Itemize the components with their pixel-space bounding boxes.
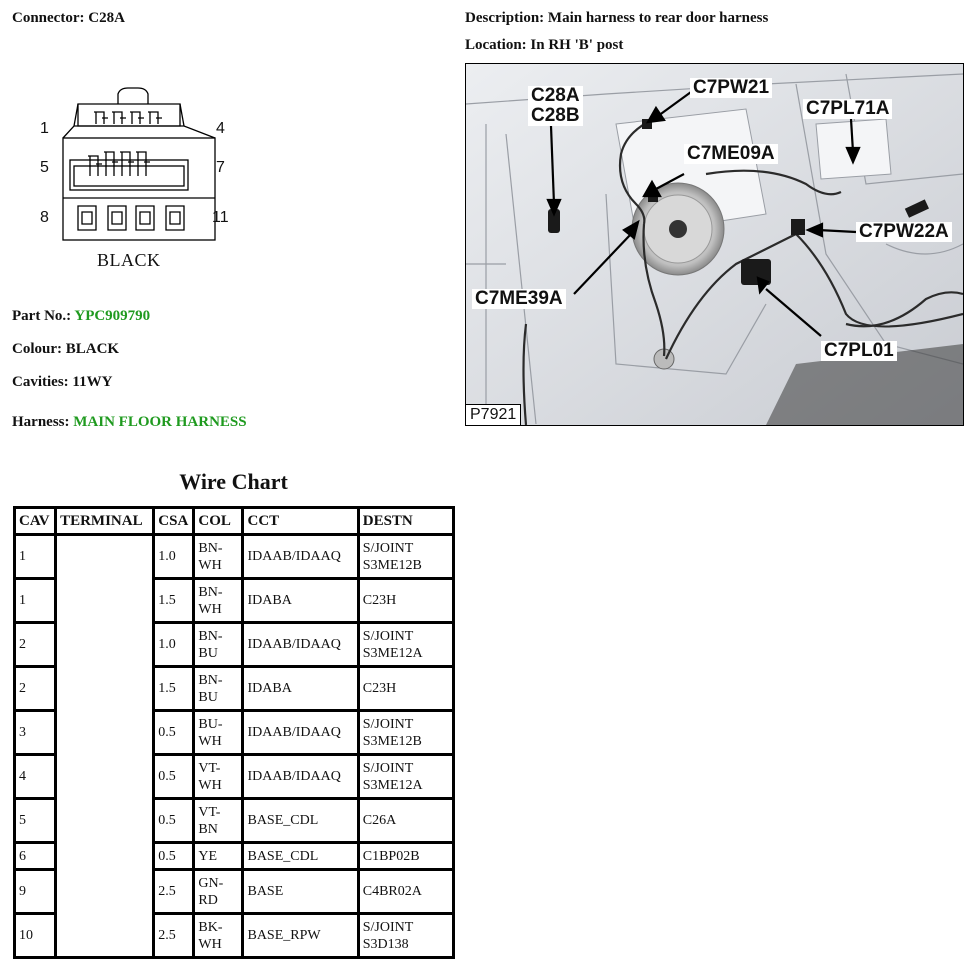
callout-c28a-c28b: C28A C28B (528, 86, 583, 126)
wire-chart-title: Wire Chart (179, 469, 288, 494)
wire-chart-table (13, 506, 455, 959)
cell-cct: IDABA (243, 667, 358, 711)
colour-label: Colour: (12, 341, 62, 357)
harness-link[interactable]: MAIN FLOOR HARNESS (73, 414, 247, 430)
cell-col: BK- WH (194, 914, 243, 958)
cell-col: YE (194, 843, 243, 870)
cell-cav: 5 (15, 799, 56, 843)
cell-cav: 2 (15, 667, 56, 711)
harness-label: Harness: (12, 414, 70, 430)
cell-cav: 9 (15, 870, 56, 914)
cell-cav: 2 (15, 623, 56, 667)
location-illustration (465, 63, 964, 426)
cell-cav: 6 (15, 843, 56, 870)
cell-csa: 0.5 (154, 843, 194, 870)
pin-label-5: 5 (40, 159, 49, 176)
part-no-label: Part No.: (12, 308, 72, 324)
callout-c7me39a: C7ME39A (472, 289, 566, 309)
cell-destn: C23H (358, 667, 453, 711)
description-heading (465, 10, 768, 27)
location-heading (465, 37, 623, 54)
cell-csa: 1.0 (154, 535, 194, 579)
cell-destn: C26A (358, 799, 453, 843)
cell-col: BN- WH (194, 535, 243, 579)
cell-cct: IDAAB/IDAAQ (243, 623, 358, 667)
cell-col: BN- BU (194, 667, 243, 711)
cell-destn: S/JOINT S3ME12A (358, 755, 453, 799)
pin-label-1: 1 (40, 120, 49, 137)
cell-col: BU- WH (194, 711, 243, 755)
cell-cct: IDAAB/IDAAQ (243, 755, 358, 799)
cell-col: BN- WH (194, 579, 243, 623)
callout-c7me09a: C7ME09A (684, 144, 778, 164)
cell-cct: BASE_CDL (243, 799, 358, 843)
location-label: Location: (465, 37, 527, 53)
cell-cct: IDAAB/IDAAQ (243, 711, 358, 755)
cell-cct: BASE (243, 870, 358, 914)
cell-destn: S/JOINT S3ME12B (358, 711, 453, 755)
cell-col: GN- RD (194, 870, 243, 914)
col-header-terminal: TERMINAL (56, 508, 154, 535)
cavities-row (12, 374, 112, 391)
cavities-value: 11WY (72, 374, 113, 390)
wire-chart-header-row (15, 508, 454, 535)
cell-destn: S/JOINT S3D138 (358, 914, 453, 958)
pin-label-7: 7 (216, 159, 225, 176)
pin-label-11: 11 (212, 209, 229, 226)
cell-col: VT- BN (194, 799, 243, 843)
cell-destn: C23H (358, 579, 453, 623)
callout-c7pw22a: C7PW22A (856, 222, 952, 242)
cell-col: VT- WH (194, 755, 243, 799)
cell-csa: 1.5 (154, 579, 194, 623)
connector-label: Connector: (12, 10, 85, 26)
cell-destn: S/JOINT S3ME12B (358, 535, 453, 579)
wire-chart-body (15, 535, 454, 958)
location-value: In RH 'B' post (530, 37, 624, 53)
harness-row (12, 414, 247, 431)
callout-c7pl71a: C7PL71A (803, 99, 892, 119)
cell-cav: 3 (15, 711, 56, 755)
cell-cav: 1 (15, 579, 56, 623)
cell-cav: 1 (15, 535, 56, 579)
cell-cav: 4 (15, 755, 56, 799)
cavities-label: Cavities: (12, 374, 69, 390)
cell-cav: 10 (15, 914, 56, 958)
description-value: Main harness to rear door harness (547, 10, 769, 26)
cell-csa: 2.5 (154, 870, 194, 914)
part-no-link[interactable]: YPC909790 (74, 308, 151, 324)
cell-cct: BASE_RPW (243, 914, 358, 958)
col-header-destn: DESTN (358, 508, 453, 535)
cell-cct: IDABA (243, 579, 358, 623)
cell-destn: S/JOINT S3ME12A (358, 623, 453, 667)
callout-c7pw21: C7PW21 (690, 78, 772, 98)
cell-cct: BASE_CDL (243, 843, 358, 870)
image-id-label: P7921 (466, 404, 521, 425)
col-header-cav: CAV (15, 508, 56, 535)
cell-csa: 1.5 (154, 667, 194, 711)
connector-value: C28A (88, 10, 125, 26)
connector-heading (12, 10, 125, 27)
wire-chart-section (13, 469, 454, 495)
col-header-cct: CCT (243, 508, 358, 535)
cell-col: BN- BU (194, 623, 243, 667)
cell-destn: C1BP02B (358, 843, 453, 870)
col-header-csa: CSA (154, 508, 194, 535)
cell-cct: IDAAB/IDAAQ (243, 535, 358, 579)
connector-colour-caption: BLACK (97, 250, 161, 270)
description-label: Description: (465, 10, 545, 26)
col-header-col: COL (194, 508, 243, 535)
cell-csa: 0.5 (154, 755, 194, 799)
callout-c7pl01: C7PL01 (821, 341, 897, 361)
cell-csa: 1.0 (154, 623, 194, 667)
cell-destn: C4BR02A (358, 870, 453, 914)
cell-csa: 2.5 (154, 914, 194, 958)
cell-csa: 0.5 (154, 711, 194, 755)
colour-value: BLACK (65, 341, 120, 357)
colour-row (12, 341, 119, 358)
pin-label-8: 8 (40, 209, 49, 226)
connector-face-drawing (30, 82, 250, 277)
pin-label-4: 4 (216, 120, 225, 137)
cell-terminal (56, 535, 154, 958)
cell-csa: 0.5 (154, 799, 194, 843)
part-no-row (12, 308, 150, 325)
table-row (15, 535, 454, 579)
connector-face-diagram (30, 82, 250, 277)
